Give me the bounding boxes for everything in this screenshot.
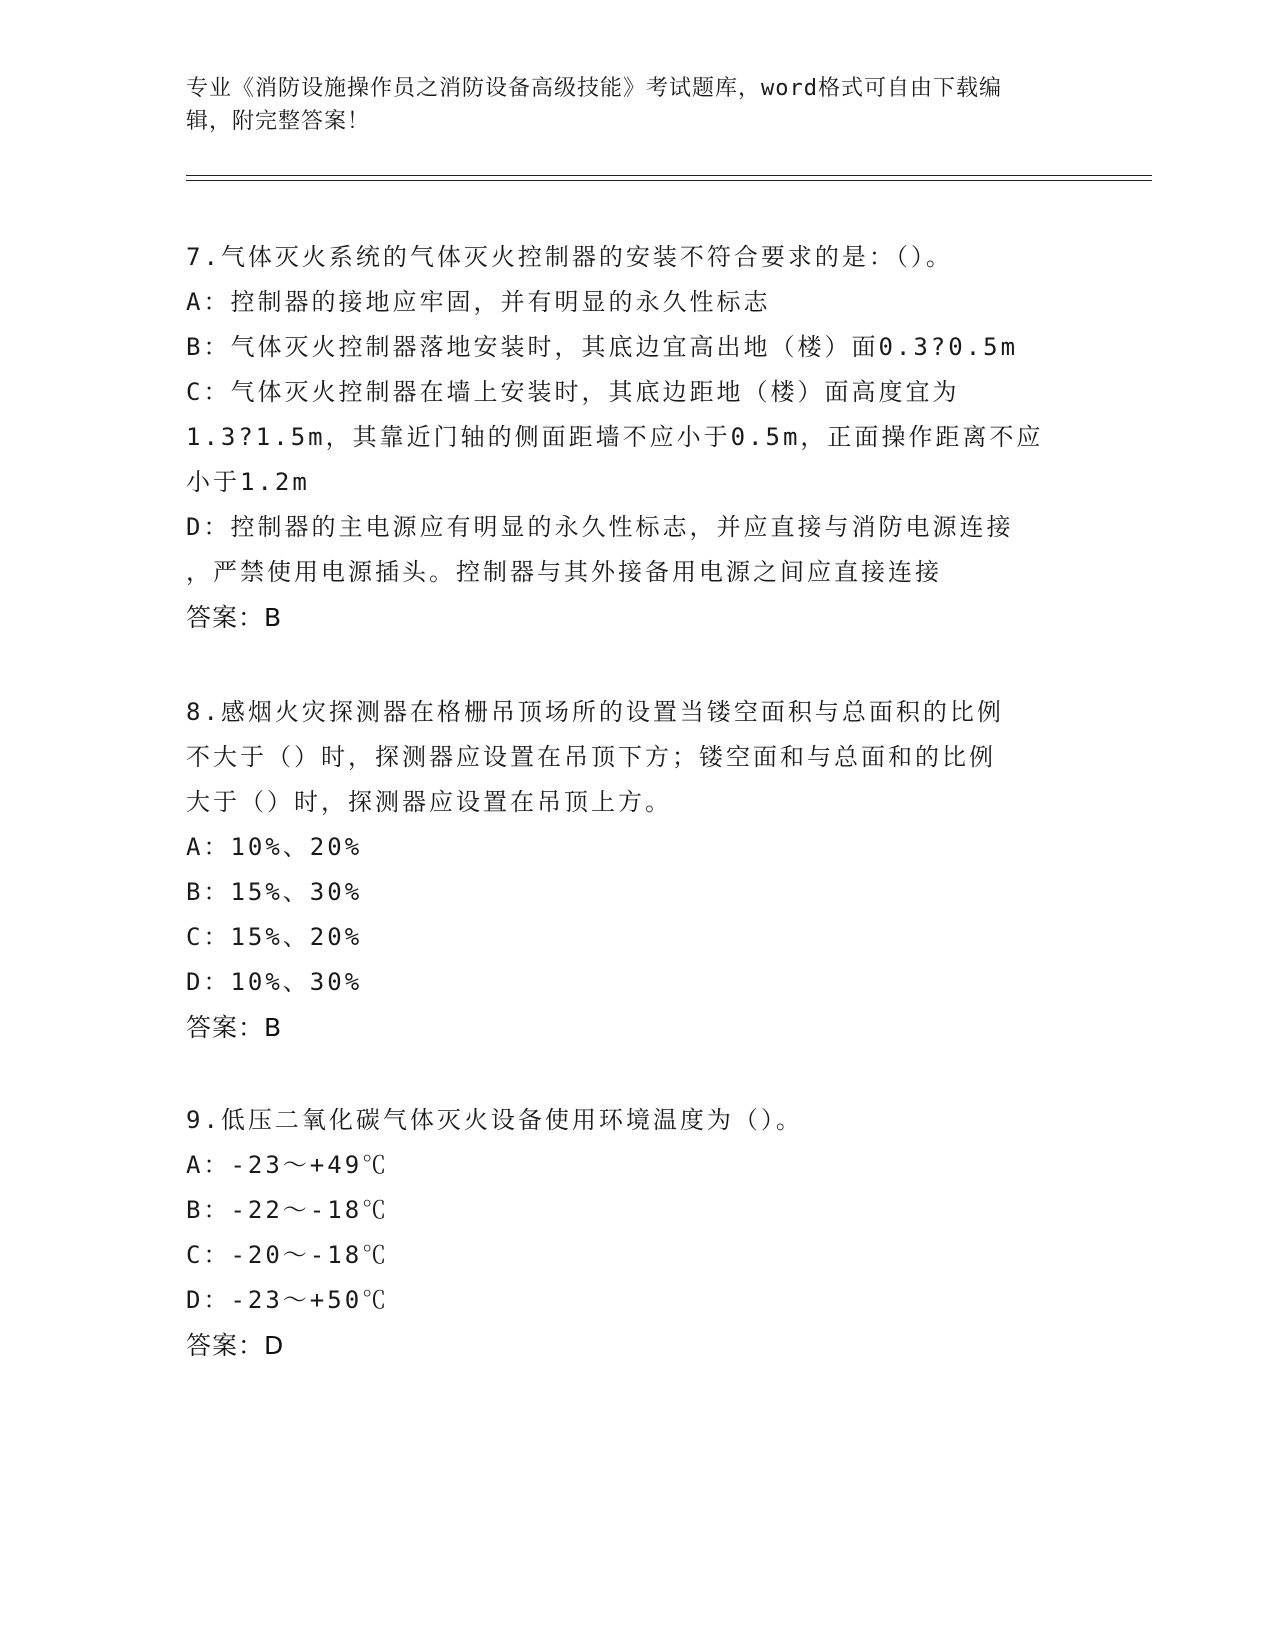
answer-label: 答案：B <box>186 1013 283 1042</box>
question-7 <box>186 235 1086 640</box>
option-c: C：-20～-18℃ <box>186 1241 390 1269</box>
option-c: C：气体灭火控制器在墙上安装时，其底边距地（楼）面高度宜为 <box>186 378 960 406</box>
question-stem-continued: 大于（）时，探测器应设置在吊顶上方。 <box>186 788 672 816</box>
question-stem: 9.低压二氧化碳气体灭火设备使用环境温度为（）。 <box>186 1106 803 1134</box>
option-a: A：-23～+49℃ <box>186 1151 390 1179</box>
question-8 <box>186 690 1086 1050</box>
option-d: D：10%、30% <box>186 968 363 996</box>
option-d: D：控制器的主电源应有明显的永久性标志，并应直接与消防电源连接 <box>186 513 1014 541</box>
question-9 <box>186 1098 1086 1368</box>
answer-label: 答案：B <box>186 603 283 632</box>
option-c-continued: 小于1.2m <box>186 468 310 496</box>
header-divider-bottom <box>186 180 1152 181</box>
header-line-1: 专业《消防设施操作员之消防设备高级技能》考试题库，word格式可自由下载编 <box>186 76 1002 101</box>
option-b: B：-22～-18℃ <box>186 1196 390 1224</box>
option-a: A：10%、20% <box>186 833 363 861</box>
option-d: D：-23～+50℃ <box>186 1286 390 1314</box>
option-d-continued: ，严禁使用电源插头。控制器与其外接备用电源之间应直接连接 <box>186 558 942 586</box>
option-c: C：15%、20% <box>186 923 363 951</box>
question-stem-continued: 不大于（）时，探测器应设置在吊顶下方；镂空面和与总面和的比例 <box>186 743 996 771</box>
option-b: B：15%、30% <box>186 878 363 906</box>
option-b: B：气体灭火控制器落地安装时，其底边宜高出地（楼）面0.3?0.5m <box>186 333 1019 361</box>
option-c-continued: 1.3?1.5m，其靠近门轴的侧面距墙不应小于0.5m，正面操作距离不应 <box>186 423 1044 451</box>
question-stem: 8.感烟火灾探测器在格栅吊顶场所的设置当镂空面积与总面积的比例 <box>186 698 1004 726</box>
answer-label: 答案：D <box>186 1331 285 1360</box>
question-stem: 7.气体灭火系统的气体灭火控制器的安装不符合要求的是：（）。 <box>186 243 953 271</box>
header-line-2: 辑，附完整答案！ <box>186 109 371 134</box>
option-a: A：控制器的接地应牢固，并有明显的永久性标志 <box>186 288 771 316</box>
header-divider-top <box>186 175 1152 176</box>
document-header <box>186 72 1066 138</box>
